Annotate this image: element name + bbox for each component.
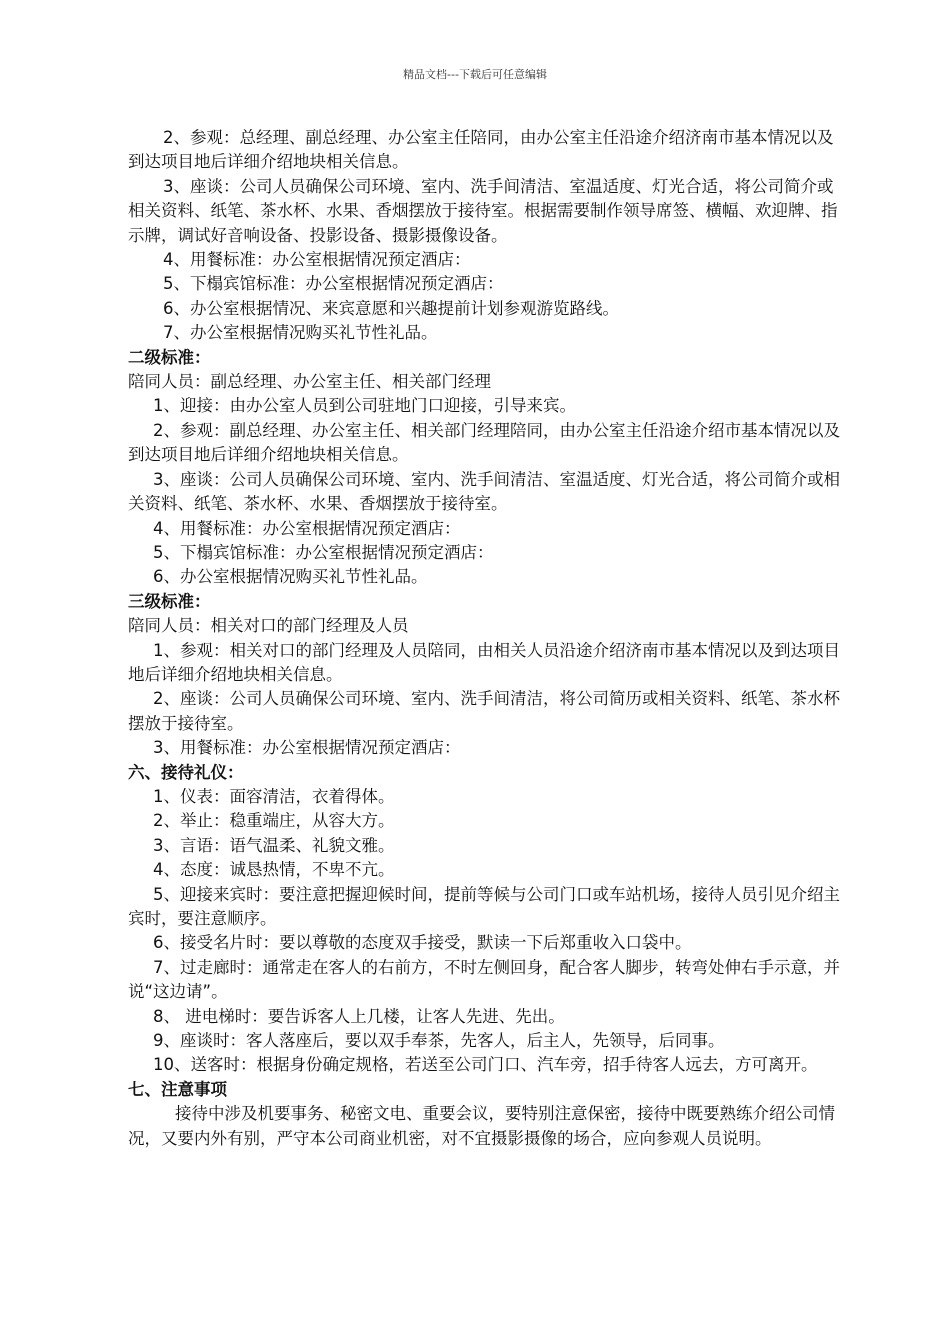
section-heading: 七、注意事项 [128, 1079, 227, 1099]
paragraph: 1、仪表：面容清洁，衣着得体。 [153, 786, 395, 806]
paragraph: 6、办公室根据情况、来宾意愿和兴趣提前计划参观游览路线。 [163, 298, 619, 318]
page-header: 精品文档---下载后可任意编辑 [403, 68, 547, 81]
paragraph: 6、办公室根据情况购买礼节性礼品。 [153, 567, 428, 587]
paragraph: 5、下榻宾馆标准：办公室根据情况预定酒店： [163, 274, 504, 294]
paragraph: 2、座谈：公司人员确保公司环境、室内、洗手间清洁，将公司简历或相关资料、纸笔、茶水杯摆放于接待室。 [128, 689, 840, 733]
paragraph: 5、迎接来宾时：要注意把握迎候时间，提前等候与公司门口或车站机场，接待人员引见介绍主宾时，要注意顺序。 [128, 884, 840, 928]
paragraph: 4、态度：诚恳热情，不卑不亢。 [153, 860, 395, 880]
paragraph: 4、用餐标准：办公室根据情况预定酒店： [153, 518, 461, 538]
paragraph: 9、座谈时：客人落座后，要以双手奉茶，先客人，后主人，先领导，后同事。 [153, 1031, 725, 1051]
paragraph: 陪同人员：副总经理、办公室主任、相关部门经理 [128, 372, 491, 392]
paragraph: 1、参观：相关对口的部门经理及人员陪同，由相关人员沿途介绍济南市基本情况以及到达项目地后详细介绍地块相关信息。 [128, 640, 840, 684]
paragraph: 6、接受名片时：要以尊敬的态度双手接受，默读一下后郑重收入口袋中。 [153, 933, 692, 953]
paragraph: 1、迎接：由办公室人员到公司驻地门口迎接，引导来宾。 [153, 396, 576, 416]
paragraph: 7、过走廊时：通常走在客人的右前方，不时左侧回身，配合客人脚步，转弯处伸右手示意，并说“这边请”。 [128, 957, 840, 1002]
paragraph: 2、参观：总经理、副总经理、办公室主任陪同，由办公室主任沿途介绍济南市基本情况以及到达项目地后详细介绍地块相关信息。 [128, 128, 834, 172]
paragraph: 3、座谈：公司人员确保公司环境、室内、洗手间清洁、室温适度、灯光合适，将公司简介或相关资料、纸笔、茶水杯、水果、香烟摆放于接待室。根据需要制作领导席签、横幅、欢迎牌、指示牌，调试好音响设备、投影设备、摄影摄像设备。 [128, 176, 838, 245]
paragraph: 3、座谈：公司人员确保公司环境、室内、洗手间清洁、室温适度、灯光合适，将公司简介或相关资料、纸笔、茶水杯、水果、香烟摆放于接待室。 [128, 469, 840, 514]
paragraph: 4、用餐标准：办公室根据情况预定酒店： [163, 250, 471, 270]
section-heading: 三级标准： [128, 591, 211, 611]
paragraph: 8、 进电梯时：要告诉客人上几楼，让客人先进、先出。 [153, 1006, 565, 1026]
paragraph: 7、办公室根据情况购买礼节性礼品。 [163, 323, 438, 343]
paragraph: 2、举止：稳重端庄，从容大方。 [153, 811, 395, 831]
paragraph: 3、言语：语气温柔、礼貌文雅。 [153, 835, 395, 855]
paragraph: 10、送客时：根据身份确定规格，若送至公司门口、汽车旁，招手待客人远去，方可离开。 [153, 1055, 818, 1075]
section-heading: 二级标准： [128, 347, 211, 367]
paragraph: 2、参观：副总经理、办公室主任、相关部门经理陪同，由办公室主任沿途介绍市基本情况以及到达项目地后详细介绍地块相关信息。 [128, 420, 840, 465]
paragraph: 3、用餐标准：办公室根据情况预定酒店： [153, 738, 461, 758]
paragraph: 接待中涉及机要事务、秘密文电、重要会议，要特别注意保密，接待中既要熟练介绍公司情况，又要内外有别，严守本公司商业机密，对不宜摄影摄像的场合，应向参观人员说明。 [128, 1104, 835, 1148]
paragraph: 5、下榻宾馆标准：办公室根据情况预定酒店： [153, 542, 494, 562]
section-heading: 六、接待礼仪： [128, 762, 244, 782]
paragraph: 陪同人员：相关对口的部门经理及人员 [128, 616, 409, 636]
document-body [128, 126, 848, 1151]
